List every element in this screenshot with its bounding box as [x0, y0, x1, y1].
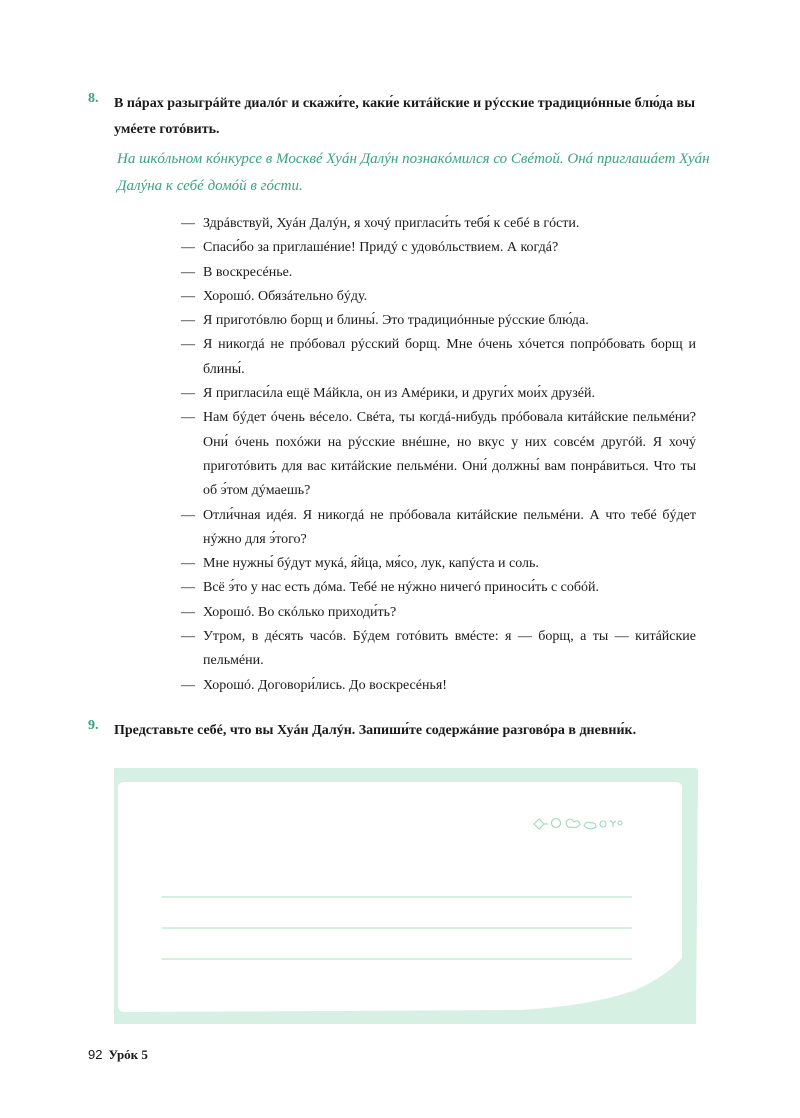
dash: —: [181, 507, 195, 523]
dialog-text: Спаси́бо за приглашéние! Придý с удовóльствием. А когдá?: [203, 240, 559, 256]
dialog-intro: На шкóльном кóнкурсе в Москвé Хуáн Далýн познакóмился со Свéтой. Онá приглашáет Хуáн Далýна к себé домóй в гóсти.: [117, 151, 710, 194]
dash: —: [181, 629, 195, 645]
dash: —: [181, 288, 195, 304]
task-instruction: В пáрах разыгрáйте диалóг и скажи́те, каки́е китáйские и рýсские традициóнные блю́да вы умéете готóвить.: [114, 96, 696, 137]
task-instruction: Представьте себé, что вы Хуáн Далýн. Запиши́те содержáние разговóра в дневни́к.: [114, 723, 637, 738]
dash: —: [181, 337, 195, 353]
task-number: 9.: [88, 718, 99, 733]
dialog-text: Я пригласи́ла ещё Мáйкла, он из Амéрики, и други́х мои́х друзéй.: [203, 386, 595, 402]
dialog-text: Хорошó. Обязáтельно бýду.: [203, 288, 368, 304]
dialog-text: Здрáвствуй, Хуáн Далýн, я хочý пригласи́ть тебя́ к себé в гóсти.: [203, 216, 580, 231]
dash: —: [181, 386, 195, 402]
lesson-label: Урóк 5: [108, 1047, 148, 1062]
page-number: 92: [88, 1047, 103, 1062]
dialog-text: В воскресéнье.: [203, 264, 293, 280]
page-footer: [88, 1047, 148, 1063]
dash: —: [181, 604, 195, 620]
dialog-text: Мне нужны́ бýдут мукá, я́йца, мя́со, лук, капýста и соль.: [203, 556, 539, 572]
dialog-text: Всё э́то у нас есть дóма. Тебé не нýжно ничегó приноси́ть с собóй.: [203, 580, 599, 596]
dialog-text: Хорошó. Договори́лись. До воскресéнья!: [203, 677, 447, 693]
dialog-text: Отли́чная идéя. Я никогдá не прóбовала китáйские пельмéни. А что тебé бýдет нýжно для э́того?: [203, 507, 696, 547]
dash: —: [181, 556, 195, 572]
dialog-text: Я никогдá не прóбовал рýсский борщ. Мне óчень хóчется попрóбовать борщ и блины́.: [203, 337, 696, 377]
dialog-text: Нам бýдет óчень вéсело. Свéта, ты когдá-нибудь прóбовала китáйские пельмéни? Они́ óчень похóжи на рýсские внéшне, но вкус у них совсéм другóй. Я хочý приготóвить для вас китáйские пельмéни. Они́ должны́ вам понрáвиться. Что ты об э́том дýмаешь?: [203, 410, 696, 499]
dash: —: [181, 313, 195, 329]
dialog-text: Я приготóвлю борщ и блины́. Это традициóнные рýсские блю́да.: [203, 313, 589, 329]
dialog-text: Утром, в дéсять часóв. Бýдем готóвить вмéсте: я — борщ, а ты — китáйские пельмéни.: [203, 629, 696, 669]
dash: —: [181, 677, 195, 693]
dash: —: [181, 240, 195, 256]
dash: —: [181, 264, 195, 280]
dialog-text: Хорошó. Во скóлько приходи́ть?: [203, 604, 397, 620]
dash: —: [181, 580, 195, 596]
dash: —: [181, 410, 195, 426]
dash: —: [181, 216, 195, 231]
task-number: 8.: [88, 91, 99, 106]
